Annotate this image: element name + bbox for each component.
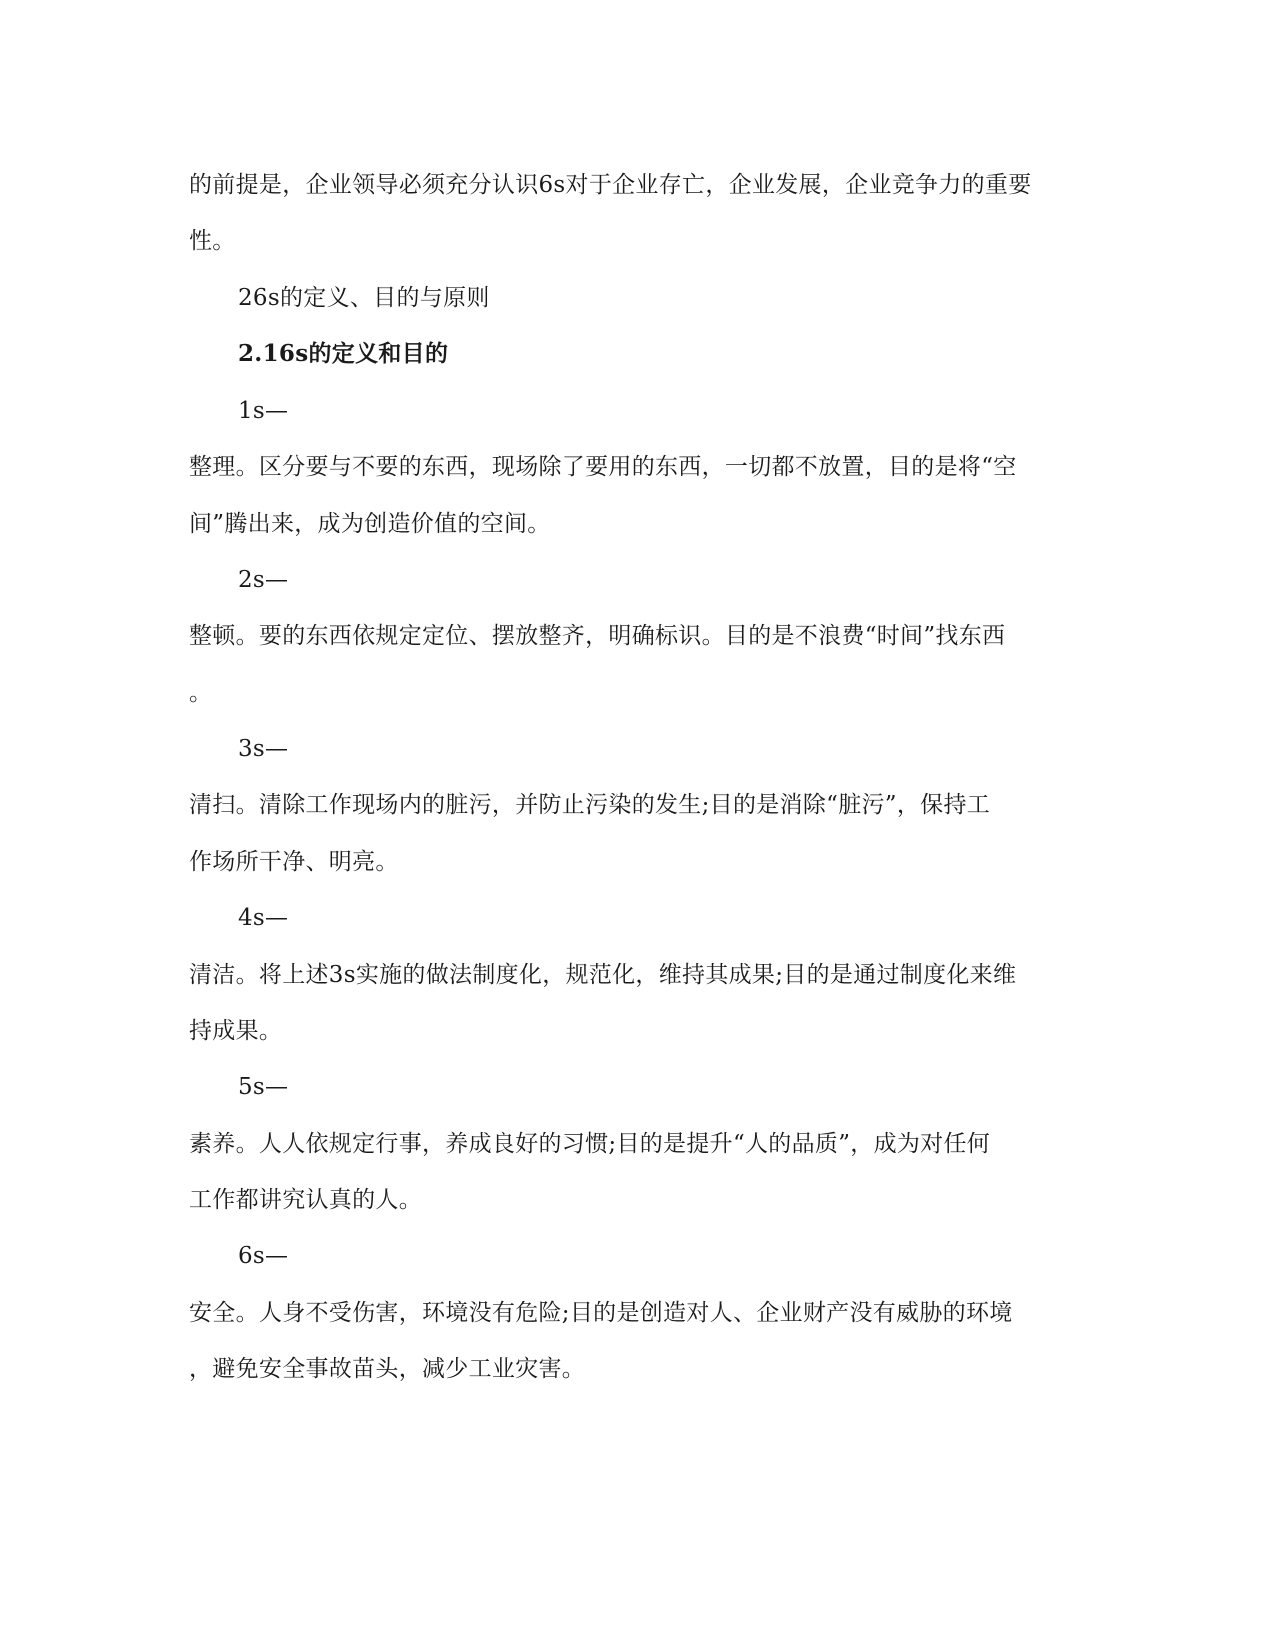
subsection-title: 2.16s的定义和目的 (238, 340, 449, 367)
s2-text-line-1: 整顿。要的东西依规定定位、摆放整齐，明确标识。目的是不浪费“时间”找东西 (189, 623, 1006, 649)
s5-text-line-1: 素养。人人依规定行事，养成良好的习惯;目的是提升“人的品质”，成为对任何 (189, 1131, 991, 1157)
s1-text-line-2: 间”腾出来，成为创造价值的空间。 (189, 511, 551, 537)
s5-text-line-2: 工作都讲究认真的人。 (189, 1187, 422, 1213)
intro-line-1: 的前提是，企业领导必须充分认识6s对于企业存亡，企业发展，企业竞争力的重要 (189, 172, 1032, 198)
s2-label: 2s— (238, 567, 289, 593)
s4-text-line-2: 持成果。 (189, 1018, 283, 1044)
s6-text-line-2: ，避免安全事故苗头，减少工业灾害。 (189, 1356, 586, 1382)
s3-label: 3s— (238, 736, 289, 762)
s4-label: 4s— (238, 905, 289, 931)
s6-text-line-1: 安全。人身不受伤害，环境没有危险;目的是创造对人、企业财产没有威胁的环境 (189, 1300, 1013, 1326)
s4-text-line-1: 清洁。将上述3s实施的做法制度化，规范化，维持其成果;目的是通过制度化来维 (189, 962, 1017, 988)
s2-text-line-2: 。 (189, 680, 213, 706)
s1-label: 1s— (238, 398, 289, 424)
s3-text-line-1: 清扫。清除工作现场内的脏污，并防止污染的发生;目的是消除“脏污”，保持工 (189, 792, 991, 818)
s3-text-line-2: 作场所干净、明亮。 (189, 849, 399, 875)
s5-label: 5s— (238, 1074, 289, 1100)
s6-label: 6s— (238, 1243, 289, 1269)
intro-line-2: 性。 (189, 228, 236, 254)
section-title: 26s的定义、目的与原则 (238, 285, 490, 311)
s1-text-line-1: 整理。区分要与不要的东西，现场除了要用的东西，一切都不放置，目的是将“空 (189, 454, 1017, 480)
